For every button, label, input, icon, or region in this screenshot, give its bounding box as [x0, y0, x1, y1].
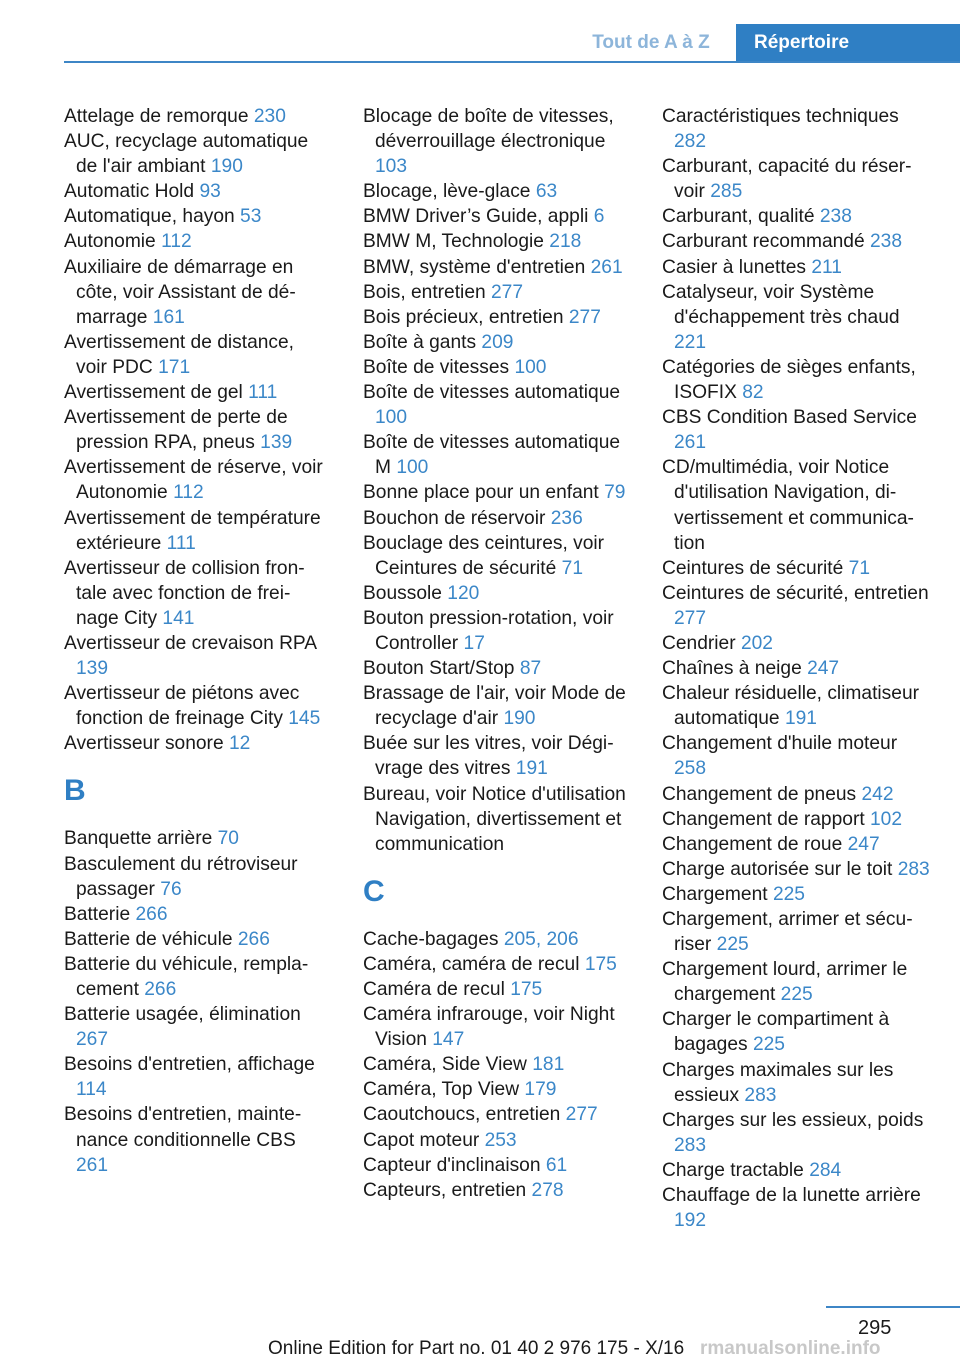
entry-term: Chaleur résiduelle, climatiseur automatique	[662, 683, 920, 730]
page-link[interactable]: 114	[76, 1079, 107, 1101]
entry-term: BMW Driver’s Guide, appli	[363, 206, 589, 228]
index-entry	[363, 480, 633, 505]
entry-term: Carburant recommandé	[662, 231, 865, 253]
entry-term: Basculement du rétroviseur passager	[64, 853, 298, 900]
entry-term: Boîte de vitesses	[363, 356, 510, 378]
index-entry	[363, 330, 633, 355]
page-link[interactable]: 261	[674, 432, 707, 454]
entry-term: Bois précieux, entretien	[363, 306, 564, 328]
page-number: 295	[858, 1317, 892, 1339]
entry-term: Avertisseur de piétons avec fonction de freinage City	[64, 683, 300, 730]
index-column-1	[64, 104, 326, 1178]
header-bar	[0, 0, 960, 62]
entry-term: Blocage, lève-glace	[363, 181, 531, 203]
entry-term: Caméra, caméra de recul	[363, 953, 580, 975]
entry-term: CD/multimédia, voir Notice d'utilisation Navigation, divertissement et communication	[662, 457, 914, 554]
tab-tout-de-a-a-z[interactable]: Tout de A à Z	[592, 32, 710, 53]
page-link[interactable]: 277	[674, 607, 707, 629]
entry-term: Caméra de recul	[363, 979, 505, 1000]
entry-term: Avertissement de température extérieure	[64, 507, 321, 554]
page-link[interactable]: 278	[531, 1179, 564, 1201]
page-link[interactable]: 103	[375, 156, 408, 178]
entry-term: Ceintures de sécurité	[662, 557, 844, 579]
index-entry	[363, 1153, 633, 1178]
index-column-2	[363, 104, 633, 1203]
page-link[interactable]: 175	[584, 953, 617, 975]
page-link[interactable]: 285	[710, 181, 743, 203]
entry-term: Charge autorisée sur le toit	[662, 858, 893, 880]
index-entry	[662, 1058, 932, 1108]
index-entry	[363, 380, 633, 430]
page-link[interactable]: 218	[549, 231, 582, 253]
index-entry	[363, 1002, 633, 1052]
page-link[interactable]: 261	[76, 1154, 109, 1176]
index-entry	[662, 405, 932, 455]
page-link[interactable]: 141	[162, 607, 195, 629]
watermark: rmanualsonline.info	[700, 1338, 881, 1359]
page-link[interactable]: 225	[772, 883, 805, 905]
page-link[interactable]: 283	[744, 1084, 777, 1106]
page-link[interactable]: 71	[848, 557, 870, 579]
page-link[interactable]: 111	[248, 382, 278, 404]
index-entry	[64, 1002, 326, 1052]
index-entry	[363, 731, 633, 781]
index-entry	[363, 927, 633, 952]
page-link[interactable]: 120	[447, 582, 480, 604]
page-link[interactable]: 100	[514, 356, 547, 378]
entry-term: Catégories de sièges enfants, ISOFIX	[662, 356, 916, 404]
page-link[interactable]: 225	[780, 984, 813, 1006]
index-entry	[662, 1108, 932, 1158]
entry-term: Batterie usagée, élimination	[64, 1004, 301, 1026]
index-entry	[662, 957, 932, 1007]
page-link[interactable]: 71	[561, 557, 583, 579]
index-entry	[64, 104, 326, 129]
page-link[interactable]: 191	[515, 758, 548, 780]
page-link[interactable]: 102	[870, 808, 903, 830]
entry-term: Chargement	[662, 883, 768, 905]
page-link[interactable]: 111	[166, 532, 196, 554]
index-entry	[64, 1102, 326, 1177]
index-entry	[662, 104, 932, 154]
page-link[interactable]: 277	[565, 1104, 598, 1126]
entry-term: Bouton Start/Stop	[363, 658, 515, 680]
page-link[interactable]: 230	[253, 106, 286, 127]
index-entry	[64, 455, 326, 505]
page-link[interactable]: 247	[847, 833, 880, 855]
entry-term: BMW, système d'entretien	[363, 256, 586, 278]
page-link[interactable]: 190	[210, 156, 243, 178]
index-entry	[363, 1102, 633, 1127]
index-entry	[662, 556, 932, 581]
page-link[interactable]: 76	[160, 878, 182, 900]
index-entry	[363, 782, 633, 857]
entry-term: Avertissement de gel	[64, 382, 243, 404]
header-rule	[64, 61, 960, 63]
entry-term: Besoins d'entretien, affichage	[64, 1054, 315, 1076]
entry-term: Catalyseur, voir Système d'échappement très chaud	[662, 281, 900, 328]
entry-term: Caoutchoucs, entretien	[363, 1104, 561, 1126]
entry-term: Ceintures de sécurité, entretien	[662, 582, 929, 604]
index-entry	[64, 330, 326, 380]
entry-term: Bureau, voir Notice d'utilisation Navigation, divertissement et communication	[363, 783, 626, 855]
entry-term: Bouchon de réservoir	[363, 507, 546, 529]
index-entry	[363, 104, 633, 179]
entry-term: AUC, recyclage automatique de l'air ambiant	[64, 131, 309, 178]
index-entry	[363, 1178, 633, 1203]
index-entry	[363, 355, 633, 380]
entry-term: Blocage de boîte de vitesses, déverrouillage électronique	[363, 106, 614, 153]
entry-term: Buée sur les vitres, voir Dégivrage des vitres	[363, 733, 614, 780]
page-link[interactable]: 266	[237, 928, 270, 950]
index-entry	[662, 807, 932, 832]
index-entry	[64, 129, 326, 179]
page-link[interactable]: 179	[524, 1079, 557, 1101]
entry-term: Avertissement de réserve, voir Autonomie	[64, 457, 323, 504]
entry-term: Automatique, hayon	[64, 206, 235, 228]
page-link[interactable]: 147	[432, 1029, 465, 1051]
index-entry	[64, 204, 326, 229]
index-entry	[662, 455, 932, 555]
entry-term: Automatic Hold	[64, 181, 195, 203]
page-link[interactable]: 61	[545, 1154, 568, 1176]
page-link[interactable]: 238	[819, 206, 852, 228]
page-link[interactable]: 6	[593, 206, 605, 228]
entry-term: Charges sur les essieux, poids	[662, 1109, 924, 1131]
page-link[interactable]: 283	[897, 858, 930, 880]
page-link[interactable]: 253	[484, 1129, 517, 1151]
page-link[interactable]: 242	[861, 783, 894, 805]
index-entry	[64, 952, 326, 1002]
entry-term: Chargement lourd, arrimer le chargement	[662, 959, 908, 1006]
index-entry	[363, 430, 633, 480]
entry-term: Bouton pression-rotation, voir Controller	[363, 607, 614, 654]
page-link[interactable]: 175	[510, 979, 543, 1000]
index-entry	[363, 952, 633, 977]
entry-term: BMW M, Technologie	[363, 231, 544, 253]
page-link[interactable]: 112	[173, 482, 204, 504]
index-entry	[64, 852, 326, 902]
page-link[interactable]: 192	[674, 1210, 707, 1232]
index-entry	[363, 229, 633, 254]
index-entry	[64, 179, 326, 204]
entry-term: Avertisseur sonore	[64, 733, 224, 755]
index-entry	[64, 681, 326, 731]
entry-term: Changement de rapport	[662, 808, 865, 830]
index-entry	[662, 681, 932, 731]
entry-term: Autonomie	[64, 231, 156, 253]
page-link[interactable]: 282	[674, 131, 707, 153]
index-entry	[662, 581, 932, 631]
entry-term: Changement de roue	[662, 833, 843, 855]
index-entry	[662, 204, 932, 229]
index-entry	[64, 631, 326, 681]
entry-term: Batterie du véhicule, remplacement	[64, 953, 309, 1000]
index-entry	[363, 606, 633, 656]
footer-rule	[826, 1306, 960, 1308]
entry-term: Bouclage des ceintures, voir Ceintures de sécurité	[363, 532, 605, 579]
index-entry	[363, 506, 633, 531]
entry-term: Batterie	[64, 903, 131, 925]
entry-term: Cendrier	[662, 632, 736, 654]
index-entry	[363, 179, 633, 204]
index-entry	[363, 977, 633, 1002]
page-link[interactable]: 277	[491, 281, 524, 303]
index-entry	[363, 531, 633, 581]
page-link[interactable]: 283	[674, 1134, 707, 1156]
page-link[interactable]: 70	[217, 828, 239, 850]
index-entry	[662, 832, 932, 857]
page-link[interactable]: 238	[869, 231, 902, 253]
entry-term: Charge tractable	[662, 1159, 804, 1181]
page-link[interactable]: 112	[161, 231, 192, 253]
index-entry	[662, 1158, 932, 1183]
page-link[interactable]: 53	[240, 206, 262, 228]
entry-term: Caractéristiques techniques	[662, 106, 899, 127]
page-link[interactable]: 247	[807, 658, 840, 680]
section-letter: C	[363, 874, 385, 908]
index-entry	[363, 681, 633, 731]
index-entry	[64, 826, 326, 851]
page-link[interactable]: 87	[519, 658, 542, 680]
index-entry	[363, 305, 633, 330]
entry-term: Banquette arrière	[64, 828, 213, 850]
page-link[interactable]: 236	[550, 507, 583, 529]
entry-term: Caméra, Top View	[363, 1079, 520, 1101]
page-link[interactable]: 139	[76, 658, 109, 680]
page-link[interactable]: 191	[784, 708, 817, 730]
entry-term: Cache-bagages	[363, 928, 499, 950]
tab-repertoire[interactable]: Répertoire	[736, 24, 960, 62]
page-link[interactable]: 171	[158, 356, 191, 378]
index-entry	[662, 782, 932, 807]
page-link[interactable]: 100	[396, 457, 429, 479]
page-link[interactable]: 267	[76, 1029, 109, 1051]
page-link[interactable]: 145	[288, 708, 321, 730]
page-link[interactable]: 202	[740, 632, 773, 654]
entry-term: CBS Condition Based Service	[662, 407, 917, 429]
index-entry	[64, 405, 326, 455]
index-entry	[64, 927, 326, 952]
page-link[interactable]: 209	[481, 331, 514, 353]
entry-term: Avertissement de distance, voir PDC	[64, 331, 295, 378]
index-entry	[64, 556, 326, 631]
index-entry	[662, 154, 932, 204]
index-entry	[662, 857, 932, 882]
index-entry	[662, 229, 932, 254]
page-link[interactable]: 225	[716, 934, 749, 956]
entry-term: Chauffage de la lunette arrière	[662, 1185, 921, 1207]
entry-term: Avertissement de perte de pression RPA, pneus	[64, 407, 288, 454]
index-entry	[662, 631, 932, 656]
entry-term: Besoins d'entretien, maintenance conditionnelle CBS	[64, 1104, 302, 1151]
entry-term: Carburant, capacité du réservoir	[662, 156, 912, 203]
index-entry	[662, 1007, 932, 1057]
page-link[interactable]: 12	[228, 733, 251, 755]
entry-term: Boussole	[363, 582, 442, 604]
page-link[interactable]: 63	[535, 181, 558, 203]
entry-term: Charges maximales sur les essieux	[662, 1059, 894, 1106]
page-link[interactable]: 190	[503, 708, 536, 730]
index-entry	[363, 204, 633, 229]
entry-term: Casier à lunettes	[662, 256, 806, 278]
index-entry	[64, 1052, 326, 1102]
index-entry	[662, 882, 932, 907]
index-entry	[363, 656, 633, 681]
entry-term: Avertisseur de collision frontale avec fonction de freinage City	[64, 557, 305, 629]
index-entry	[64, 380, 326, 405]
entry-term: Batterie de véhicule	[64, 928, 233, 950]
page-link[interactable]: 284	[809, 1159, 842, 1181]
entry-term: Auxiliaire de démarrage en côte, voir Assistant de démarrage	[64, 256, 296, 328]
page-link[interactable]: 17	[463, 632, 485, 654]
page-link[interactable]: 221	[674, 331, 707, 353]
page-link[interactable]: 82	[742, 382, 764, 404]
index-entry	[363, 581, 633, 606]
index-entry	[363, 1077, 633, 1102]
index-entry	[64, 731, 326, 756]
entry-term: Caméra, Side View	[363, 1054, 527, 1076]
page-link[interactable]: 161	[152, 306, 185, 328]
index-entry	[662, 907, 932, 957]
page-link[interactable]: 181	[532, 1054, 565, 1076]
entry-term: Bonne place pour un enfant	[363, 482, 599, 504]
index-entry	[363, 280, 633, 305]
page-link[interactable]: 261	[590, 256, 623, 278]
index-entry	[363, 1052, 633, 1077]
entry-term: Changement d'huile moteur	[662, 733, 898, 755]
entry-term: Capteurs, entretien	[363, 1179, 527, 1201]
entry-term: Chargement, arrimer et sécuriser	[662, 909, 913, 956]
entry-term: Chaînes à neige	[662, 658, 802, 680]
index-entry	[662, 255, 932, 280]
entry-term: Capteur d'inclinaison	[363, 1154, 541, 1176]
index-entry	[662, 280, 932, 355]
page-link[interactable]: 266	[135, 903, 168, 925]
index-entry	[363, 1128, 633, 1153]
entry-term: Changement de pneus	[662, 783, 857, 805]
page-link[interactable]: 93	[199, 181, 221, 203]
page-link[interactable]: 100	[375, 407, 408, 429]
page-link[interactable]: 258	[674, 758, 707, 780]
entry-term: Boîte de vitesses automatique	[363, 382, 621, 404]
index-entry	[662, 355, 932, 405]
page-link[interactable]: 225	[752, 1034, 785, 1056]
edition-line: Online Edition for Part no. 01 40 2 976 175 - X/16	[268, 1338, 685, 1359]
entry-term: Capot moteur	[363, 1129, 480, 1151]
page-link[interactable]: 139	[260, 432, 293, 454]
index-entry	[64, 255, 326, 330]
entry-term: Carburant, qualité	[662, 206, 815, 228]
entry-term: Boîte à gants	[363, 331, 477, 353]
index-entry	[64, 902, 326, 927]
entry-term: Charger le compartiment à bagages	[662, 1009, 890, 1056]
page-link[interactable]: 211	[811, 256, 842, 278]
section-letter: B	[64, 774, 86, 808]
index-entry	[64, 506, 326, 556]
index-entry	[64, 229, 326, 254]
page-link[interactable]: 277	[568, 306, 601, 328]
entry-term: Brassage de l'air, voir Mode de recyclage d'air	[363, 683, 626, 730]
entry-term: Boîte de vitesses automatique M	[363, 432, 621, 479]
page-link[interactable]: 79	[604, 482, 626, 504]
index-entry	[662, 1183, 932, 1233]
index-entry	[662, 731, 932, 781]
index-entry	[363, 255, 633, 280]
entry-term: Bois, entretien	[363, 281, 486, 303]
entry-term: Attelage de remorque	[64, 106, 249, 127]
page-link[interactable]: 266	[144, 979, 177, 1000]
entry-term: Caméra infrarouge, voir Night Vision	[363, 1004, 615, 1051]
index-entry	[662, 656, 932, 681]
entry-term: Avertisseur de crevaison RPA	[64, 632, 317, 654]
index-column-3	[662, 104, 932, 1233]
page-link[interactable]: 205, 206	[503, 928, 579, 950]
